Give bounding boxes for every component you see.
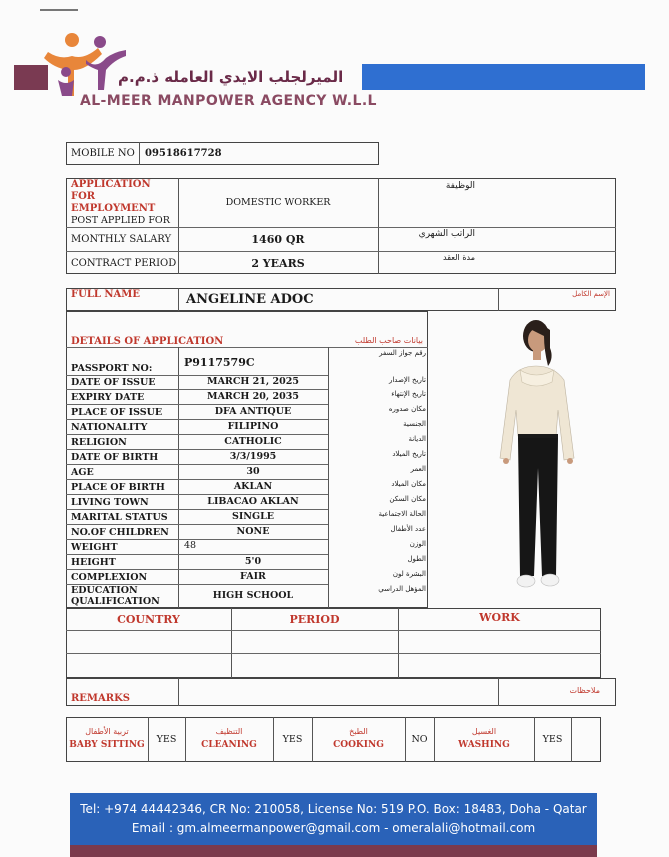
detail-arabic-label: العمر [410,465,426,473]
detail-arabic-label: الجنسية [403,420,426,428]
experience-work-header: WORK [479,611,520,624]
detail-label: NATIONALITY [71,422,148,433]
skill-arabic-label: الطبخ [349,727,368,736]
skill-label: CLEANING [201,740,257,750]
details-title: DETAILS OF APPLICATION [71,336,224,347]
skill-value: YES [282,734,303,745]
detail-arabic-label: البشرة لون [392,570,426,578]
detail-value: FILIPINO [227,421,279,432]
post-applied-arabic: الوظيفة [445,181,475,191]
detail-arabic-label: عدد الأطفال [390,525,426,533]
top-mark [40,9,78,11]
detail-value: CATHOLIC [224,436,282,447]
detail-label: PASSPORT NO: [71,363,153,374]
detail-value: P9117579C [184,356,255,369]
detail-label: AGE [71,467,94,478]
company-logo-icon [40,30,135,100]
detail-arabic-label: مكان الميلاد [391,480,426,488]
detail-value: HIGH SCHOOL [212,590,294,601]
skill-label: WASHING [458,740,510,750]
detail-arabic-label: المؤهل الدراسي [378,585,426,593]
detail-label-line2: QUALIFICATION [71,596,160,607]
detail-value: 30 [246,466,260,477]
detail-arabic-label: الديانة [408,435,426,443]
detail-label: PLACE OF BIRTH [71,482,165,493]
mobile-value: 09518617728 [145,148,222,159]
skill-value: YES [156,734,177,745]
applicant-photo [498,318,588,598]
detail-arabic-label: مكان صدوره [388,405,426,413]
detail-arabic-label: الطول [407,555,426,563]
detail-value: MARCH 20, 2035 [207,391,299,402]
post-applied-value: DOMESTIC WORKER [225,197,331,208]
detail-value: LIBACAO AKLAN [207,496,299,507]
full-name-box [66,288,616,311]
salary-value: 1460 QR [251,233,305,246]
details-title-arabic: بيانات صاحب الطلب [354,336,423,345]
detail-label: DATE OF ISSUE [71,377,156,388]
footer-email-line: Email : gm.almeermanpower@gmail.com - omeralali@hotmail.com [131,821,536,835]
remarks-box [66,678,616,706]
employment-title-1: APPLICATION [71,179,151,190]
detail-label: DATE OF BIRTH [71,452,159,463]
contract-label: CONTRACT PERIOD [71,258,177,269]
detail-arabic-label: الوزن [409,540,426,548]
detail-label: NO.OF CHILDREN [71,527,169,538]
detail-label: WEIGHT [71,542,118,553]
footer-contact-bar [70,793,597,845]
experience-country-header: COUNTRY [117,613,180,626]
detail-arabic-label: مكان السكن [389,495,426,503]
contract-value: 2 YEARS [251,257,305,270]
skill-arabic-label: تربية الأطفال [85,727,129,736]
salary-label: MONTHLY SALARY [71,234,172,245]
skill-value: YES [542,734,563,745]
remarks-arabic: ملاحظات [569,686,600,695]
remarks-label: REMARKS [71,693,130,704]
detail-label: MARITAL STATUS [71,512,168,523]
employment-title-2: FOR [71,191,96,202]
header-blue-bar [362,64,645,90]
detail-value: 5'0 [244,556,262,567]
footer-maroon-strip [70,845,597,857]
company-name-english: AL-MEER MANPOWER AGENCY W.L.L [80,93,377,109]
detail-arabic-label: تاريخ الميلاد [392,450,426,458]
detail-value: 48 [184,540,197,551]
detail-label: EDUCATION [71,585,138,596]
skill-label: BABY SITTING [69,740,145,750]
footer-contact-line: Tel: +974 44442346, CR No: 210058, License No: 519 P.O. Box: 18483, Doha - Qatar [80,802,587,816]
experience-period-header: PERIOD [289,613,340,626]
company-name-arabic: الميرلجلب الايدي العامله ذ.م.م [118,68,344,86]
skill-arabic-label: التنظيف [215,727,243,736]
detail-arabic-label: الحالة الاجتماعية [378,510,426,518]
detail-value: SINGLE [231,511,275,522]
detail-value: DFA ANTIQUE [214,406,292,417]
skill-value: NO [411,734,428,745]
detail-label: LIVING TOWN [71,497,149,508]
detail-label: HEIGHT [71,557,116,568]
detail-value: AKLAN [233,481,273,492]
employment-title-3: EMPLOYMENT [71,203,156,214]
detail-value: 3/3/1995 [229,451,277,462]
skill-label: COOKING [333,740,384,750]
detail-label: EXPIRY DATE [71,392,145,403]
skill-arabic-label: الغسيل [471,727,497,736]
detail-value: MARCH 21, 2025 [207,376,299,387]
salary-arabic: الراتب الشهري [418,229,475,239]
detail-arabic-label: تاريخ الإنتهاء [391,390,426,398]
detail-label: COMPLEXION [71,572,148,583]
detail-label: RELIGION [71,437,127,448]
detail-arabic-label: رقم جواز السفر [379,349,426,357]
detail-value: NONE [236,526,270,537]
full-name-value: ANGELINE ADOC [186,292,314,307]
detail-value: FAIR [240,571,266,582]
post-applied-label: POST APPLIED FOR [71,215,170,226]
full-name-arabic: الإسم الكامل [572,290,610,298]
full-name-label: FULL NAME [71,289,140,300]
detail-arabic-label: تاريخ الإصدار [388,376,426,384]
mobile-label: MOBILE NO [71,148,135,159]
contract-arabic: مدة العقد [443,253,475,262]
detail-label: PLACE OF ISSUE [71,407,163,418]
